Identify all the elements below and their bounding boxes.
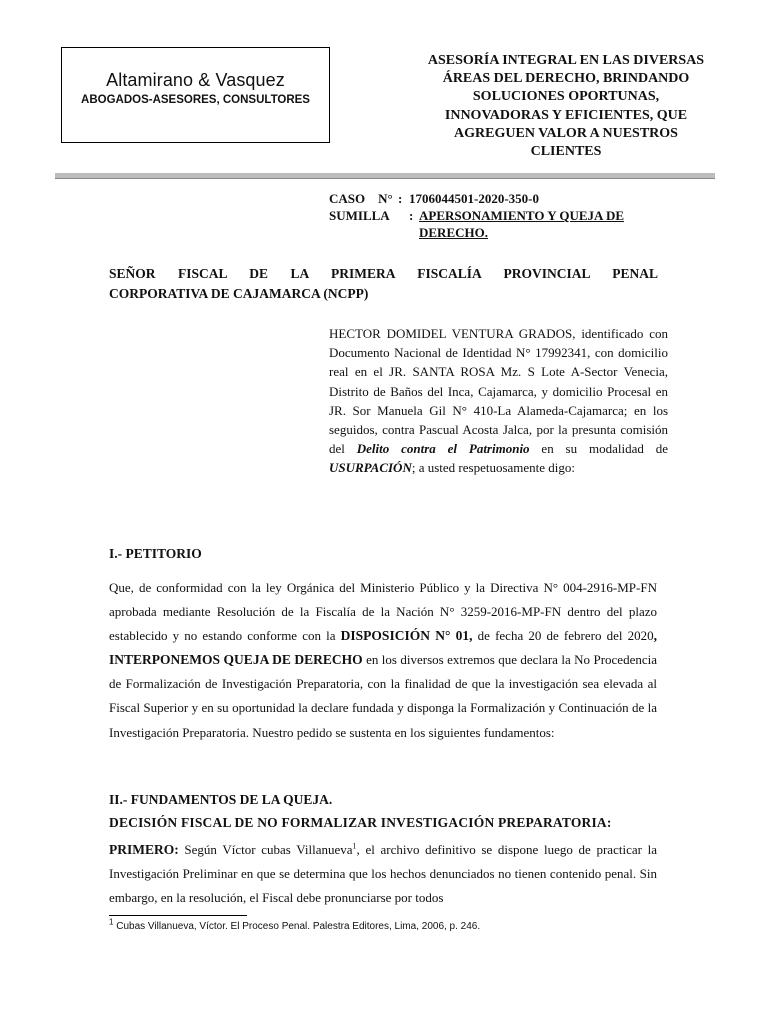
sumilla-text: APERSONAMIENTO Y QUEJA DE DERECHO. [419,208,625,240]
primero-text-a: Según Víctor cubas Villanueva [178,842,353,857]
client-mid-text: en su modalidad de [529,441,668,457]
addressee-line-1: SEÑOR FISCAL DE LA PRIMERA FISCALÍA PROVINCIAL PENAL [109,266,658,281]
primero-paragraph [109,838,657,910]
petitorio-text-1: Que, de conformidad con la ley Orgánica del Ministerio Público y la Directiva N° 004-2916-MP-FN aprobada mediante Resolución de la Fiscalía de la Nación N° 3259-2016-MP-FN dentro del plazo establecido y no estando conforme con la [109,580,657,644]
addressee [109,264,658,303]
addressee-line-2: CORPORATIVA DE CAJAMARCA (NCPP) [109,285,369,301]
firm-subtitle: ABOGADOS-ASESORES, CONSULTORES [81,94,310,106]
firm-tagline: ASESORÍA INTEGRAL EN LAS DIVERSAS ÁREAS DEL DERECHO, BRINDANDO SOLUCIONES OPORTUNAS, INNOVADORAS Y EFICIENTES, QUE AGREGUEN VALOR A NUESTROS CLIENTES [427,53,705,160]
disposicion-ref: DISPOSICIÓN N° 01, [340,628,473,644]
queja-statement: , INTERPONEMOS QUEJA DE DERECHO [109,628,657,668]
client-intro-text: HECTOR DOMIDEL VENTURA GRADOS, identificado con Documento Nacional de Identidad N° 17992341, con domicilio real en el JR. SANTA ROSA Mz. S Lote A-Sector Venecia, Distrito de Baños del Inca, Cajamarca, y domicilio Procesal en JR. Sor Manuela Gil N° 410-La Alameda-Cajamarca; en los seguidos, contra Pascual Acosta Jalca, por la presunta comisión del [329,326,668,457]
case-number-row [329,190,669,207]
footnote-divider [109,915,247,916]
primero-label: PRIMERO: [109,842,179,857]
fundamentos-subheading: DECISIÓN FISCAL DE NO FORMALIZAR INVESTIGACIÓN PREPARATORIA: [109,815,612,830]
case-label: CASO N° [329,191,393,206]
crime-name: Delito contra el Patrimonio [356,441,530,457]
firm-name: Altamirano & Vasquez [106,70,285,90]
client-end-text: ; a usted respetuosamente digo: [411,460,576,476]
crime-modality: USURPACIÓN [329,460,412,476]
footnote-mark: 1 [109,917,114,927]
client-intro [329,324,668,478]
petitorio-heading: I.- PETITORIO [109,546,202,561]
case-info [329,190,669,241]
petitorio-text-2: de fecha 20 de febrero del 2020 [472,628,654,644]
firm-logo-box [61,47,330,143]
sumilla-row [329,207,669,241]
petitorio-text-3: en los diversos extremos que declara la No Procedencia de Formalización de Investigación Preparatoria, con la finalidad de que la investigación sea elevada al Fiscal Superior y en su oportunidad la declare fundada y disponga la Formalización y Continuación de la Investigación Preparatoria. Nuestro pedido se sustenta en los siguientes fundamentos: [109,652,657,740]
header-divider [55,173,715,179]
footnote-text: Cubas Villanueva, Víctor. El Proceso Penal. Palestra Editores, Lima, 2006, p. 246. [113,921,481,932]
case-number: 1706044501-2020-350-0 [409,191,539,206]
petitorio-paragraph [109,576,657,745]
footnote [109,917,481,932]
sumilla-label: SUMILLA [329,208,390,223]
fundamentos-heading: II.- FUNDAMENTOS DE LA QUEJA. [109,792,333,807]
primero-text-b: , el archivo definitivo se dispone luego de practicar la Investigación Preliminar en que se determina que los hechos denunciados no tienen contenido penal. Sin embargo, en la resolución, el Fiscal debe pronunciarse por todos [109,842,657,906]
sumilla-colon: : [409,208,414,223]
footnote-ref[interactable]: 1 [352,841,357,851]
case-colon: : [398,191,403,206]
